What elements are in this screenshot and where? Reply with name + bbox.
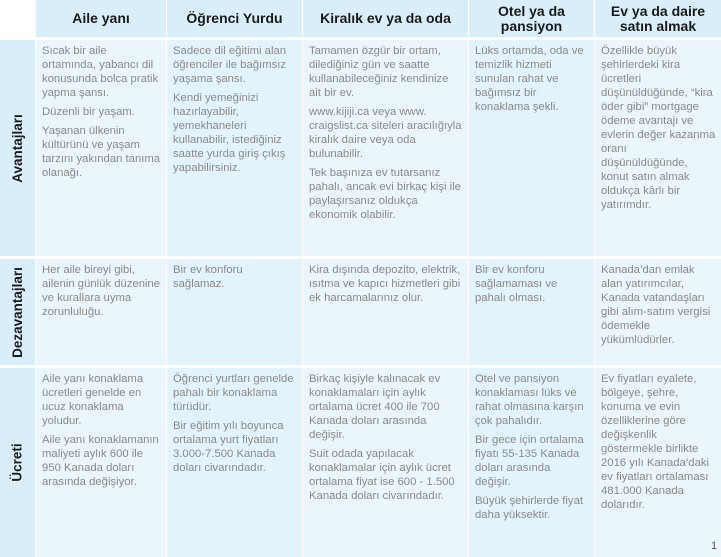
cell-paragraph: Ev fiyatları eyalete, bölgeye, şehre, konuma ve evin özelliklerine göre değişkenlik göstermekle birlikte 2016 yılı Kanada’daki ev fiyatları ortalaması 481.000 Kanada dolarıdır. bbox=[601, 373, 710, 511]
table-cell bbox=[468, 37, 594, 256]
cell-paragraph: Bir eğitim yılı boyunca ortalama yurt fiyatları 3.000-7.500 Kanada doları civarındadır. bbox=[173, 420, 284, 474]
table-cell bbox=[35, 256, 166, 365]
table-cell bbox=[166, 256, 302, 365]
cell-paragraph: Bir gece için ortalama fiyatı 55-135 Kanada doları arasında değişir. bbox=[475, 434, 584, 488]
row-label-text: Avantajları bbox=[10, 113, 25, 183]
row-label-dezavantajlari bbox=[0, 256, 35, 365]
cell-paragraph: Düzenli bir yaşam. bbox=[42, 106, 135, 118]
header-aile-yani: Aile yanı bbox=[35, 0, 166, 37]
table-cell bbox=[166, 37, 302, 256]
header-ogrenci-yurdu: Öğrenci Yurdu bbox=[166, 0, 302, 37]
table-cell bbox=[302, 37, 468, 256]
cell-paragraph: Bir ev konforu sağlamaz. bbox=[173, 264, 243, 290]
page-edge-mark: 1 bbox=[711, 540, 718, 552]
header-kiralik-ev: Kiralık ev ya da oda bbox=[302, 0, 468, 37]
table-cell bbox=[166, 365, 302, 557]
header-otel-pansiyon: Otel ya da pansiyon bbox=[468, 0, 594, 37]
table-cell bbox=[35, 37, 166, 256]
cell-paragraph: Otel ve pansiyon konaklaması lüks ve rahat olmasına karşın çok pahalıdır. bbox=[475, 373, 584, 427]
table-cell bbox=[594, 256, 721, 365]
cell-paragraph: Kanada’dan emlak alan yatırımcılar, Kanada vatandaşları gibi alım-satım vergisi ödemekle yükümlüdürler. bbox=[601, 264, 711, 346]
cell-paragraph: Yaşanan ülkenin kültürünü ve yaşam tarzını yakından tanıma olanağı. bbox=[42, 125, 161, 179]
cell-paragraph: Kendi yemeğinizi hazırlayabilir, yemekhaneleri kullanabilir, istediğiniz saatte yurda giriş çıkış yapabilirsiniz. bbox=[173, 92, 286, 174]
row-label-avantajlari bbox=[0, 37, 35, 256]
cell-paragraph: Aile yanı konaklama ücretleri genelde en ucuz konaklama yoludur. bbox=[42, 373, 144, 427]
table-cell bbox=[594, 37, 721, 256]
cell-paragraph: www.kijiji.ca veya www. craigslist.ca siteleri aracılığıyla kiralık daire veya oda bulunabilir. bbox=[309, 106, 462, 160]
cell-paragraph: Aile yanı konaklamanın maliyeti aylık 600 ile 950 Kanada doları arasında değişiyor. bbox=[42, 434, 159, 488]
table-cell bbox=[35, 365, 166, 557]
cell-paragraph: Suit odada yapılacak konaklamalar için aylık ücret ortalama fiyat ise 600 - 1.500 Kanada doları civarındadır. bbox=[309, 448, 455, 502]
cell-paragraph: Bir ev konforu sağlamaması ve pahalı olması. bbox=[475, 264, 558, 304]
table-cell bbox=[302, 365, 468, 557]
cell-paragraph: Kira dışında depozito, elektrik, ısıtma ve kapıcı hizmetleri gibi ek harcamalarınız olur. bbox=[309, 264, 461, 304]
cell-paragraph: Büyük şehirlerde fiyat daha yüksektir. bbox=[475, 495, 583, 521]
cell-paragraph: Tek başınıza ev tutarsanız pahalı, ancak evi birkaç kişi ile paylaşırsanız oldukça ekonomik olabilir. bbox=[309, 167, 461, 221]
header-ev-satin-almak: Ev ya da daire satın almak bbox=[594, 0, 721, 37]
row-label-ucreti bbox=[0, 365, 35, 557]
row-label-text: Dezavantajları bbox=[10, 266, 26, 358]
table-cell bbox=[468, 365, 594, 557]
table-cell bbox=[468, 256, 594, 365]
cell-paragraph: Her aile bireyi gibi, ailenin günlük düzenine ve kurallara uyma zorunluluğu. bbox=[42, 264, 161, 318]
corner-cell bbox=[0, 0, 35, 37]
cell-paragraph: Sadece dil eğitimi alan öğrenciler ile bağımsız yaşama şansı. bbox=[173, 45, 287, 85]
cell-paragraph: Özellikle büyük şehirlerdeki kira ücretleri düşünüldüğünde, “kira öder gibi” mortgage ödeme avantajı ve evlerin değer kazanma oranı düşünüldüğünde, konut satın almak oldukça kârlı bir yatırımdır. bbox=[601, 45, 716, 211]
cell-paragraph: Tamamen özgür bir ortam, dilediğiniz gün ve saatte kullanabileceğiniz kendinize ait bir ev. bbox=[309, 45, 449, 99]
cell-paragraph: Lüks ortamda, oda ve temizlik hizmeti sunulan rahat ve bağımsız bir konaklama şekli. bbox=[475, 45, 584, 113]
row-label-text: Ücreti bbox=[10, 443, 26, 482]
cell-paragraph: Öğrenci yurtları genelde pahalı bir konaklama türüdür. bbox=[173, 373, 294, 413]
cell-paragraph: Birkaç kişiyle kalınacak ev konaklamaları için aylık ortalama ücret 400 ile 700 Kanada doları arasında değişir. bbox=[309, 373, 441, 441]
table-cell bbox=[302, 256, 468, 365]
cell-paragraph: Sıcak bir aile ortamında, yabancı dil konusunda bolca pratik yapma şansı. bbox=[42, 45, 159, 99]
table-cell bbox=[594, 365, 721, 557]
